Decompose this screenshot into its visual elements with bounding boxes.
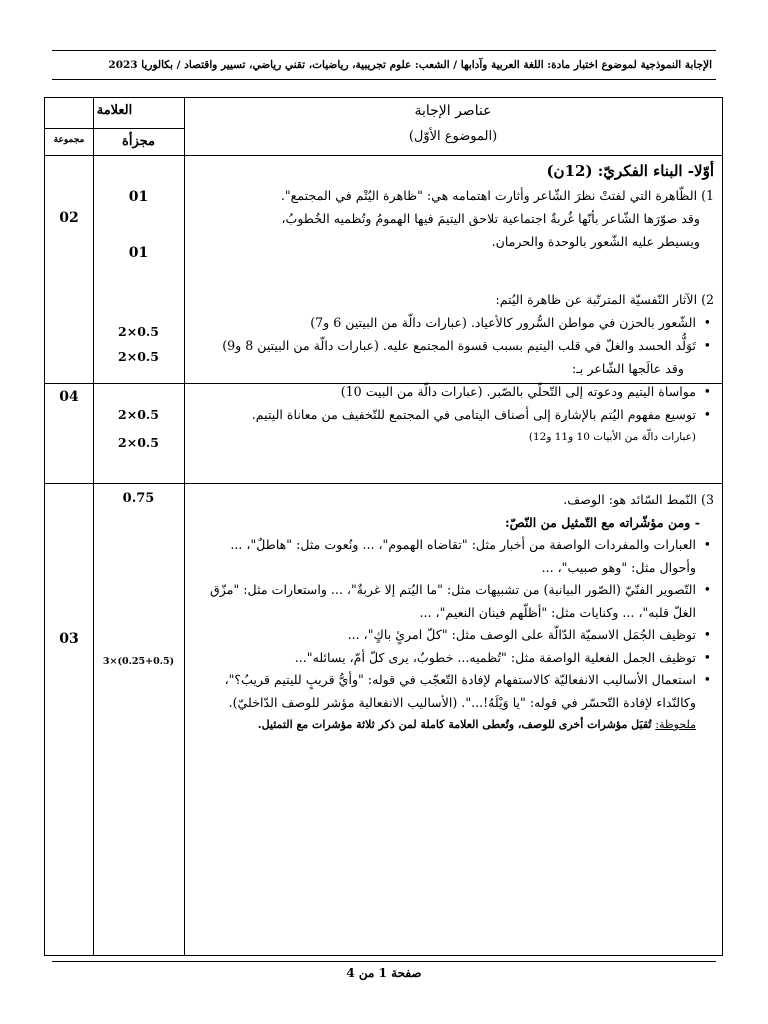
section2-subheading: وقد عالَجها الشّاعر بـ: (572, 361, 684, 376)
section2-total: 04 (59, 389, 79, 405)
section2-intro: 2) الآثار النّفسيّة المترتّبة عن ظاهرة اليُتم: (495, 292, 714, 307)
section1-title: أوّلا- البناء الفكريّ: (12ن) (546, 162, 714, 180)
col-divider-total (93, 98, 94, 955)
section3-bullet-5: • استعمال الأساليب الانفعاليّة كالاستفهام لإفادة التّعجّب في قوله: "وأيُّ قريبٍ لليتيم قريبُ؟"، وكالنّداء لإفادة التّحسّر في قوله: "يا وَيْلَهُ!...". (الأساليب الانفعالية مؤشر للوصف الدّاخليّ). (191, 669, 714, 714)
page-number: صفحة 1 من 4 (346, 966, 422, 980)
section3-mark-1: 0.75 (122, 491, 155, 506)
note-label: ملحوظة: (655, 718, 696, 731)
section2-bullet-4-note: (عبارات دالّة من الأبيات 10 و11 و12) (528, 431, 696, 443)
section3-mark-2: 3×(0.25+0.5) (102, 656, 175, 667)
section3-subheading: - ومن مؤشّراته مع التّمثيل من النّصّ: (504, 514, 700, 530)
section2-mark-3: 2×0.5 (118, 407, 159, 422)
section2-bullet-2: • تَوَلُّد الحسد والغلّ في قلب اليتيم بسبب قسوة المجتمع عليه. (عبارات دالّة من البيتين 8 و9) (191, 334, 714, 357)
answer-header: عناصر الإجابة (414, 103, 492, 119)
section3-bullet-3: • توظيف الجُمَل الاسميّة الدّالّة على الوصف مثل: "كلّ امرئٍ باكٍ"، ... (191, 624, 714, 647)
section2-mark-1: 2×0.5 (118, 324, 159, 339)
section1-total: 02 (59, 210, 79, 226)
section2-content (191, 288, 714, 449)
row-divider-2 (45, 483, 722, 484)
section1-answer-line-3: ويسيطر عليه الشّعور بالوحدة والحرمان. (491, 234, 700, 249)
partial-header: مجزأة (122, 134, 155, 149)
section1-mark-1: 01 (128, 189, 149, 205)
header-bottom-line (45, 155, 722, 156)
topic-header: (الموضوع الأوّل) (408, 129, 498, 144)
header-text: الإجابة النموذجية لموضوع اختبار مادة: اللغة العربية وآدابها / الشعب: علوم تجريبية، رياضيات، تقني رياضي، تسيير واقتصاد / بكالوريا 2023 (108, 59, 712, 71)
col-divider-partial (184, 98, 185, 955)
section3-bullet-1: • العبارات والمفردات الواصفة من أخبار مثل: "تقاضاه الهموم"، ... ونُعوت مثل: "هاطلٌ"، ... وأحوال مثل: "وهو صبيب"، ... (191, 534, 714, 579)
section1-answer-line-1: 1) الظّاهرة التي لفتتْ نظرَ الشّاعر وأثارت اهتمامه هي: "ظاهرة اليُتْم في المجتمع". (280, 188, 714, 203)
section2-bullet-3: • مواساة اليتيم ودعوته إلى التّحلّي بالصّبر. (عبارات دالّة من البيت 10) (191, 380, 714, 403)
total-header: مجموعة (53, 135, 85, 145)
section3-bullet-2: • التّصوير الفنّيّ (الصّور البيانية) من تشبيهات مثل: "ما اليُتم إلا غربةٌ"، ... واستعارات مثل: "مزّق الغلّ قلبه"، ... وكنايات مثل: "أظلّهم فينان النعيم"، ... (191, 579, 714, 624)
note-text: تُقبَل مؤشرات أخرى للوصف، وتُعطى العلامة كاملة لمن ذكر ثلاثة مؤشرات مع التمثيل. (257, 718, 652, 731)
section2-bullet-1: • الشّعور بالحزن في مواطن السُّرور كالأعياد. (عبارات دالّة من البيتين 6 و7) (191, 311, 714, 334)
section3-bullet-4: • توظيف الجمل الفعلية الواصفة مثل: "تُظميه... خطوبٌ، يرى كلّ أمّ، يسائله"... (191, 647, 714, 670)
section3-intro: 3) النّمط السّائد هو: الوصف. (563, 492, 714, 507)
section2-mark-2: 2×0.5 (118, 349, 159, 364)
grade-header-divider (45, 128, 184, 129)
footer-divider (52, 961, 716, 962)
section3-note (191, 714, 714, 737)
section1-content (191, 158, 714, 253)
grade-header: العلامة (96, 103, 133, 118)
section2-mark-4: 2×0.5 (118, 435, 159, 450)
section1-mark-2: 01 (128, 245, 149, 261)
section1-answer-line-2: وقد صوّرَها الشّاعر بأنّها غُربةٌ اجتماعية تلاحق اليتيمَ فيها الهمومُ وتُظميه الخُطوبُ، (281, 211, 700, 226)
document-header (52, 50, 716, 80)
section3-content (191, 489, 714, 737)
answer-table (44, 97, 723, 956)
section3-total: 03 (59, 631, 79, 647)
section2-bullet-4: • توسيع مفهوم اليُتم بالإشارة إلى أصناف اليتامى في المجتمع للتّخفيف من معاناة اليتيم. (191, 403, 714, 426)
